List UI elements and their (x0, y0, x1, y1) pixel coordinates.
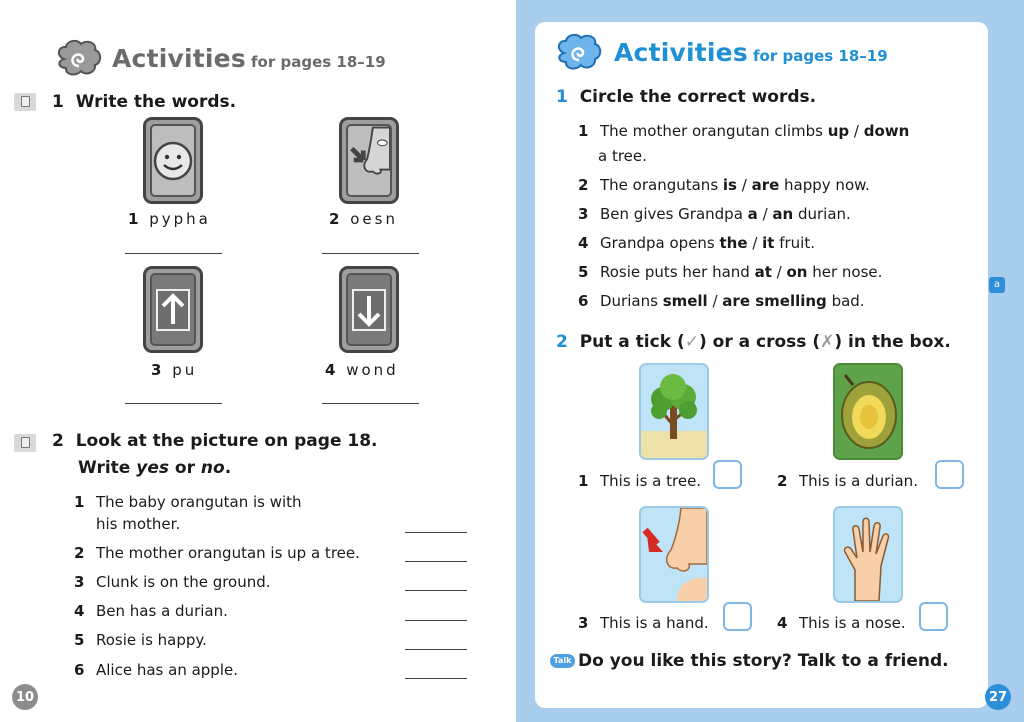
word-item-4: 4 wond (325, 361, 399, 379)
right-ex2-heading: 2 Put a tick (✓) or a cross (✗) in the box. (556, 332, 951, 352)
option-smell[interactable]: smell (662, 292, 708, 310)
yesno-line-3[interactable] (405, 590, 467, 591)
right-ex1-heading: 1 Circle the correct words. (556, 87, 817, 107)
activities-swirl-icon-blue (554, 32, 604, 74)
left-page-number: 10 (12, 684, 38, 710)
word-item-2: 2 oesn (329, 210, 398, 228)
yesno-line-2[interactable] (405, 561, 467, 562)
tick-box-3[interactable] (723, 602, 752, 631)
talk-prompt: Do you like this story? Talk to a friend. (578, 651, 949, 671)
yesno-line-4[interactable] (405, 620, 467, 621)
answer-line-1[interactable] (125, 253, 222, 254)
talk-badge-icon: Talk (550, 654, 575, 668)
tick-box-1[interactable] (713, 460, 742, 489)
hand-icon (835, 508, 901, 601)
smiley-face-icon (152, 140, 194, 182)
left-ex2-heading: 2 Look at the picture on page 18. (52, 431, 378, 451)
option-on[interactable]: on (786, 263, 808, 281)
yesno-line-1[interactable] (405, 532, 467, 533)
circle-item-1-cont: a tree. (598, 147, 647, 165)
circle-item-2: 2 The orangutans is / are happy now. (578, 176, 870, 194)
option-at[interactable]: at (754, 263, 772, 281)
tick-item-3: 3 This is a hand. (578, 614, 709, 632)
nose-face-icon (348, 126, 390, 196)
up-arrow-card (143, 266, 203, 353)
option-an[interactable]: an (772, 205, 794, 223)
option-are-smelling[interactable]: are smelling (722, 292, 827, 310)
tree-icon (641, 365, 707, 458)
option-the[interactable]: the (719, 234, 748, 252)
yesno-item-1: 1 The baby orangutan is with (74, 493, 302, 511)
durian-picture (833, 363, 903, 460)
left-ex2-tab (14, 434, 36, 452)
right-page-number: 27 (985, 684, 1011, 710)
durian-icon (835, 365, 901, 458)
circle-item-5: 5 Rosie puts her hand at / on her nose. (578, 263, 883, 281)
yesno-item-1-cont: his mother. (96, 515, 181, 533)
left-title: Activities for pages 18–19 (112, 44, 386, 73)
nose-card (339, 117, 399, 204)
tick-item-1: 1 This is a tree. (578, 472, 702, 490)
tick-icon: ✓ (684, 332, 699, 352)
tick-box-2[interactable] (935, 460, 964, 489)
yesno-line-5[interactable] (405, 649, 467, 650)
left-ex1-tab (14, 93, 36, 111)
word-item-1: 1 pypha (128, 210, 211, 228)
option-is[interactable]: is (722, 176, 737, 194)
circle-item-3: 3 Ben gives Grandpa a / an durian. (578, 205, 851, 223)
option-up[interactable]: up (827, 122, 850, 140)
smile-card (143, 117, 203, 204)
answer-line-4[interactable] (322, 403, 419, 404)
option-down[interactable]: down (863, 122, 910, 140)
left-ex1-heading: 1 Write the words. (52, 92, 237, 112)
down-arrow-card (339, 266, 399, 353)
tick-item-4: 4 This is a nose. (777, 614, 906, 632)
yesno-line-6[interactable] (405, 678, 467, 679)
answer-line-2[interactable] (322, 253, 419, 254)
circle-item-1: 1 The mother orangutan climbs up / down (578, 122, 910, 140)
option-a[interactable]: a (747, 205, 758, 223)
circle-item-4: 4 Grandpa opens the / it fruit. (578, 234, 815, 252)
up-arrow-icon (155, 288, 191, 332)
yesno-item-2: 2 The mother orangutan is up a tree. (74, 544, 360, 562)
yesno-item-6: 6 Alice has an apple. (74, 661, 238, 679)
tick-item-2: 2 This is a durian. (777, 472, 918, 490)
hand-picture (833, 506, 903, 603)
answer-line-3[interactable] (125, 403, 222, 404)
right-title: Activities for pages 18–19 (614, 38, 888, 67)
yesno-item-3: 3 Clunk is on the ground. (74, 573, 271, 591)
activities-swirl-icon (54, 38, 104, 80)
cross-icon: ✗ (820, 332, 835, 352)
word-item-3: 3 pu (151, 361, 198, 379)
yesno-item-5: 5 Rosie is happy. (74, 631, 207, 649)
option-are[interactable]: are (751, 176, 780, 194)
tree-picture (639, 363, 709, 460)
yesno-item-4: 4 Ben has a durian. (74, 602, 228, 620)
side-tab: a (989, 277, 1005, 293)
left-ex2-subheading: Write yes or no. (78, 458, 232, 478)
option-it[interactable]: it (762, 234, 775, 252)
nose-picture (639, 506, 709, 603)
circle-item-6: 6 Durians smell / are smelling bad. (578, 292, 865, 310)
nose-icon (641, 508, 707, 601)
down-arrow-icon (351, 288, 387, 332)
tick-box-4[interactable] (919, 602, 948, 631)
